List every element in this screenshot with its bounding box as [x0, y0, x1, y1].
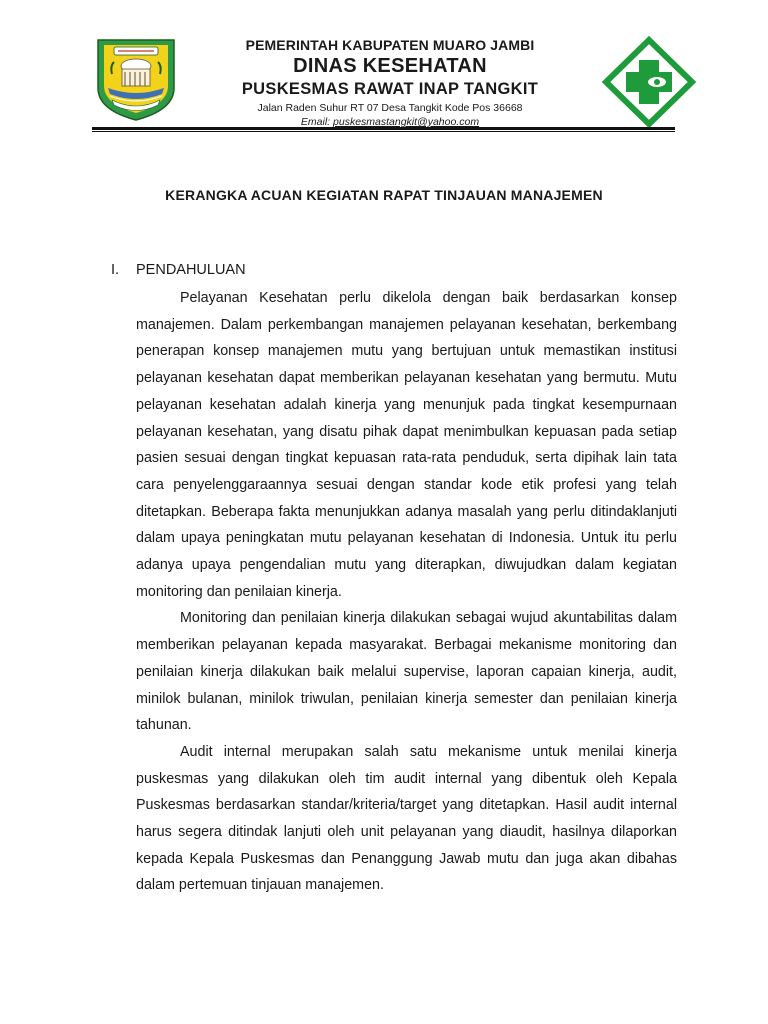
email-link[interactable]: puskesmastangkit@yahoo.com — [333, 116, 480, 128]
puskesmas-cross-logo-icon — [602, 36, 696, 128]
paragraph: Audit internal merupakan salah satu mekanisme untuk menilai kinerja puskesmas yang dilakukan oleh tim audit internal yang dibentuk oleh Kepala Puskesmas berdasarkan standar/kriteria/target yang ditetapkan. Hasil audit internal harus segera ditindak lanjuti oleh unit pelayanan yang diaudit, hasilnya dilaporkan kepada Kepala Puskesmas dan Penanggung Jawab mutu dan juga akan dibahas dalam pertemuan tinjauan manajemen. — [136, 743, 677, 894]
letterhead — [90, 30, 680, 128]
document-body — [136, 285, 677, 899]
paragraph: Monitoring dan penilaian kinerja dilakukan sebagai wujud akuntabilitas dalam memberikan pelayanan kepada masyarakat. Berbagai mekanisme monitoring dan penilaian kinerja dilakukan baik melalui supervise, laporan capaian kinerja, audit, minilok bulanan, minilok triwulan, penilaian kinerja semester dan penilaian kinerja tahunan. — [136, 610, 677, 734]
muaro-jambi-regency-crest-icon — [92, 36, 180, 122]
letterhead-divider — [92, 127, 675, 132]
section-title: PENDAHULUAN — [136, 262, 246, 278]
government-name: PEMERINTAH KABUPATEN MUARO JAMBI — [245, 37, 535, 53]
document-title: KERANGKA ACUAN KEGIATAN RAPAT TINJAUAN MANAJEMEN — [165, 187, 603, 203]
puskesmas-name: PUSKESMAS RAWAT INAP TANGKIT — [241, 80, 539, 98]
address: Jalan Raden Suhur RT 07 Desa Tangkit Kode Pos 36668 — [257, 102, 523, 114]
section-heading — [111, 262, 246, 278]
department-name: DINAS KESEHATAN — [293, 55, 487, 77]
email-label: Email: — [300, 116, 334, 128]
section-number: I. — [111, 262, 120, 278]
letterhead-text — [180, 30, 600, 128]
paragraph: Pelayanan Kesehatan perlu dikelola dengan baik berdasarkan konsep manajemen. Dalam perkembangan manajemen pelayanan kesehatan, berkembang penerapan konsep manajemen mutu yang bertujuan untuk memastikan institusi pelayanan kesehatan dapat memberikan pelayanan kesehatan yang bermutu. Mutu pelayanan kesehatan adalah kinerja yang menunjuk pada tingkat kesempurnaan pelayanan kesehatan, yang disatu pihak dapat menimbulkan kepuasan pada setiap pasien sesuai dengan tingkat kepuasan rata-rata penduduk, serta dipihak lain tata cara penyelenggaraannya sesuai dengan standar kode etik profesi yang telah ditetapkan. Beberapa fakta menunjukkan adanya masalah yang perlu ditindaklanjuti dalam upaya peningkatan mutu pelayanan kesehatan di Indonesia. Untuk itu perlu adanya upaya pengendalian mutu yang diterapkan, diwujudkan dalam kegiatan monitoring dan penilaian kinerja. — [136, 290, 677, 600]
